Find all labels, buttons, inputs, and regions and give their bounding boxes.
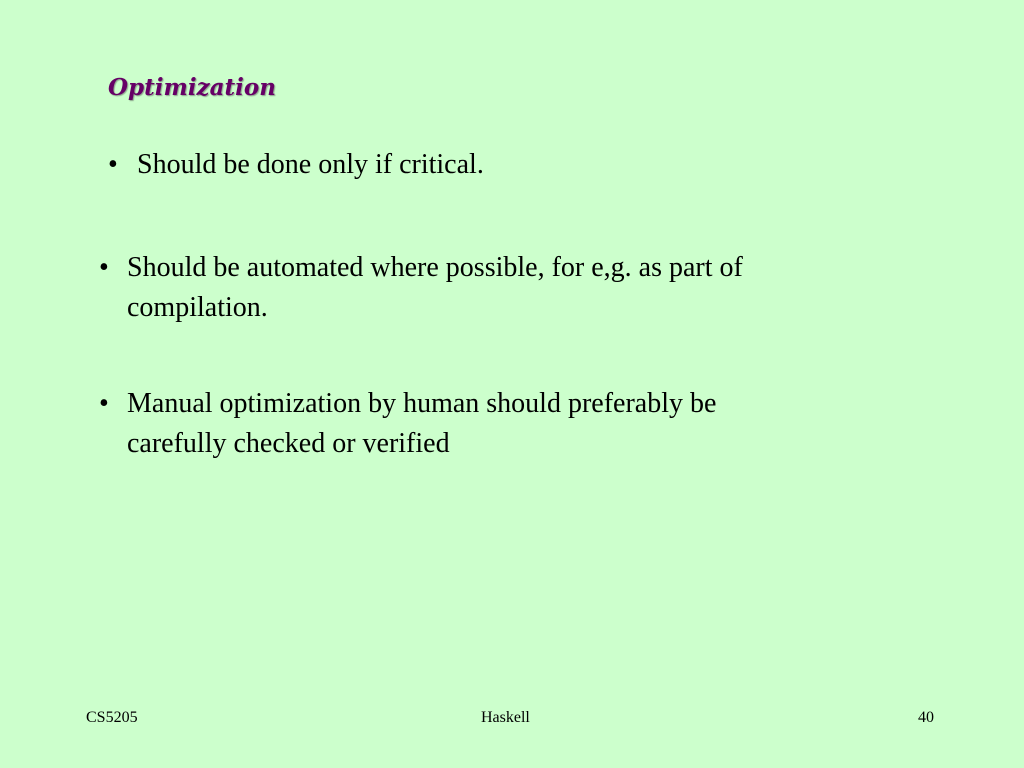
slide-title: Optimization xyxy=(108,74,276,101)
bullet-icon: • xyxy=(99,252,109,283)
footer-page-number: 40 xyxy=(918,709,934,726)
footer-topic: Haskell xyxy=(481,709,530,726)
bullet-line: Should be done only if critical. xyxy=(137,149,484,180)
bullet-text xyxy=(137,145,484,185)
bullet-text xyxy=(127,384,716,464)
bullet-line: carefully checked or verified xyxy=(127,428,450,459)
bullet-text xyxy=(127,248,743,328)
bullet-icon: • xyxy=(99,388,109,419)
bullet-line: Manual optimization by human should preferably be xyxy=(127,388,717,419)
footer-course-code: CS5205 xyxy=(86,709,138,726)
bullet-line: Should be automated where possible, for e,g. as part of xyxy=(127,252,743,283)
bullet-icon: • xyxy=(108,149,118,180)
bullet-line: compilation. xyxy=(127,292,268,323)
